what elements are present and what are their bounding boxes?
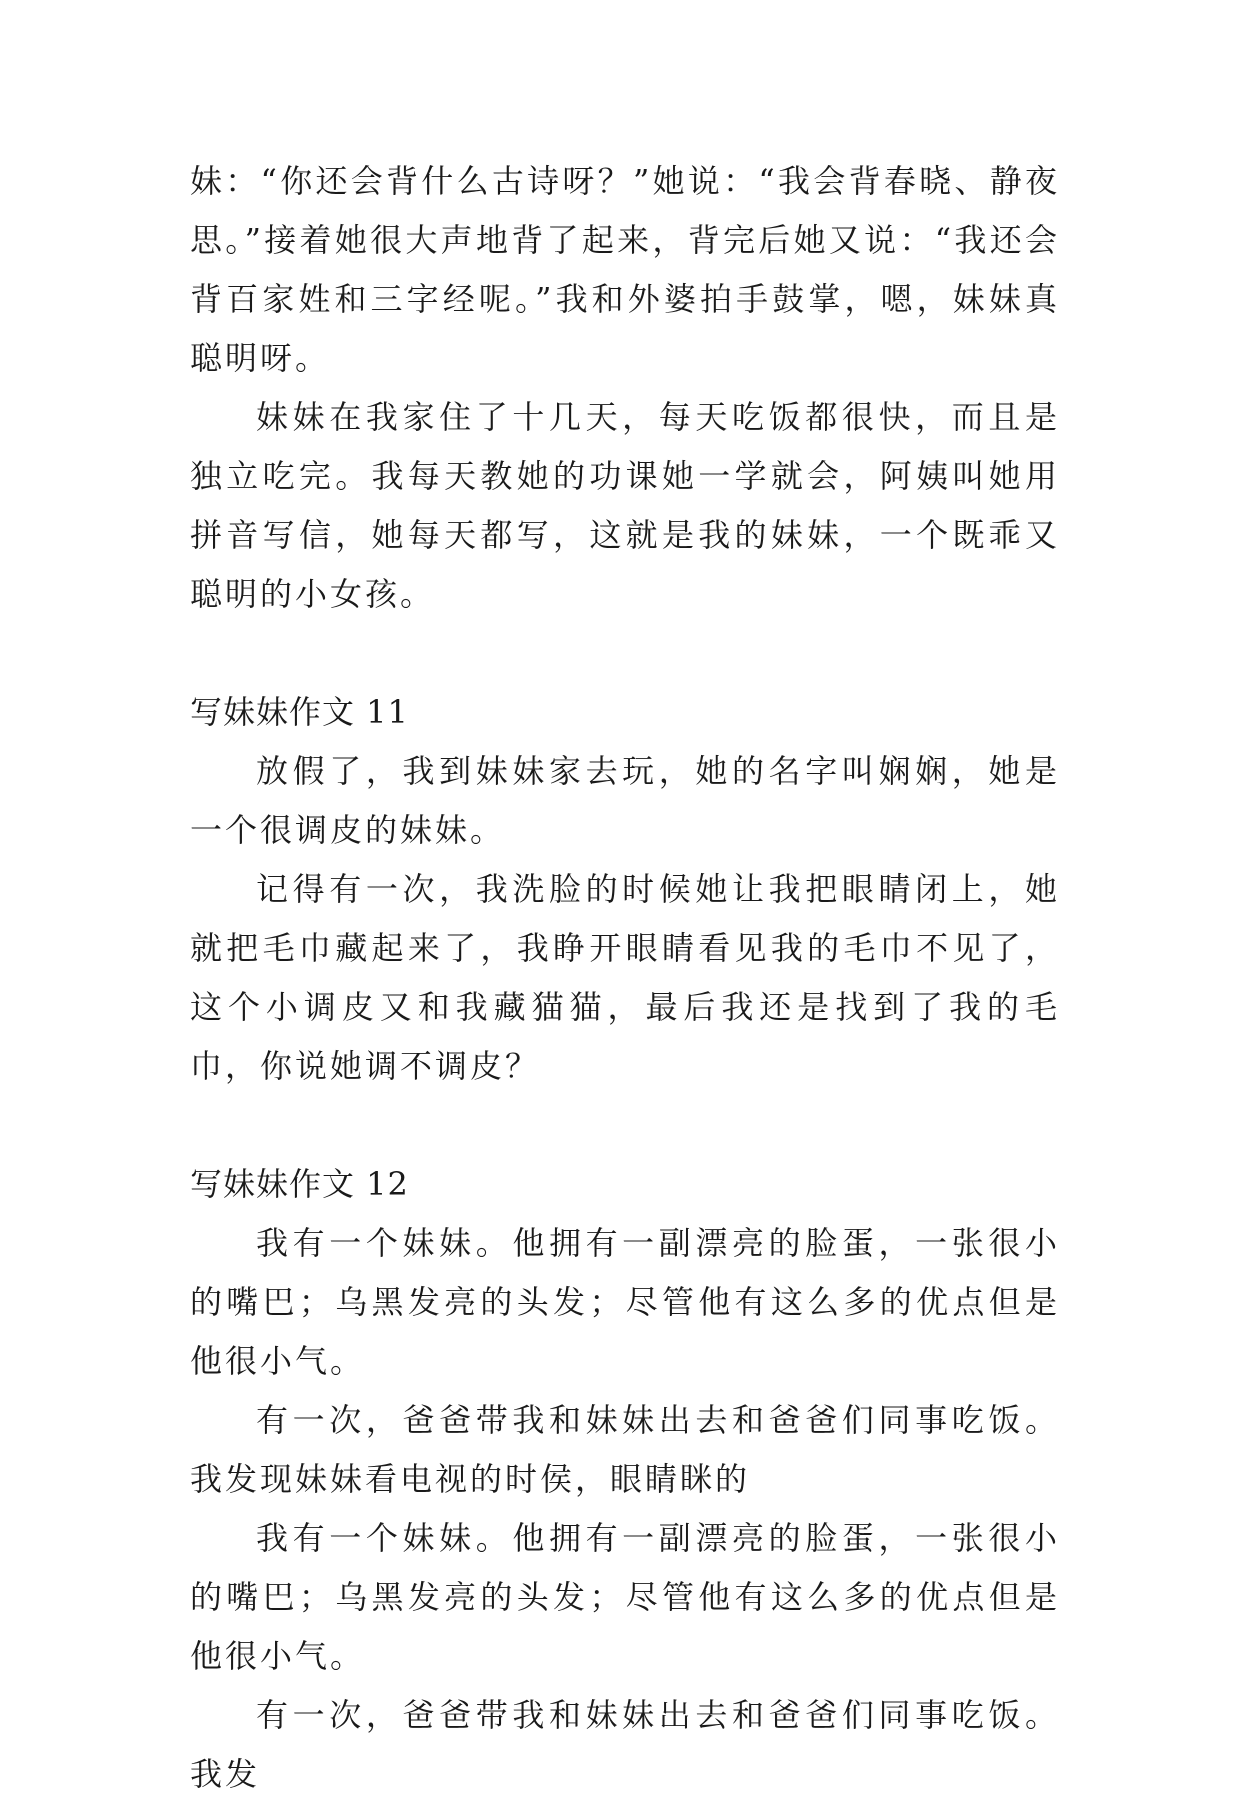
- section-gap: [190, 1096, 1060, 1155]
- section-heading-12: 写妹妹作文 12: [190, 1165, 409, 1203]
- paragraph: 有一次，爸爸带我和妹妹出去和爸爸们同事吃饭。我发: [190, 1696, 1060, 1793]
- paragraph: 妹妹在我家住了十几天，每天吃饭都很快，而且是独立吃完。我每天教她的功课她一学就会，阿姨叫她用拼音写信，她每天都写，这就是我的妹妹，一个既乖又聪明的小女孩。: [190, 398, 1060, 613]
- paragraph: 放假了，我到妹妹家去玩，她的名字叫娴娴，她是一个很调皮的妹妹。: [190, 752, 1060, 849]
- section-heading-11: 写妹妹作文 11: [190, 693, 409, 731]
- paragraph-continuation: 妹：“你还会背什么古诗呀？”她说：“我会背春晓、静夜思。”接着她很大声地背了起来，背完后她又说：“我还会背百家姓和三字经呢。”我和外婆拍手鼓掌，嗯，妹妹真聪明呀。: [190, 162, 1060, 377]
- paragraph: 我有一个妹妹。他拥有一副漂亮的脸蛋，一张很小的嘴巴；乌黑发亮的头发；尽管他有这么多的优点但是他很小气。: [190, 1519, 1060, 1675]
- paragraph: 我有一个妹妹。他拥有一副漂亮的脸蛋，一张很小的嘴巴；乌黑发亮的头发；尽管他有这么多的优点但是他很小气。: [190, 1224, 1060, 1380]
- paragraph: 记得有一次，我洗脸的时候她让我把眼睛闭上，她就把毛巾藏起来了，我睁开眼睛看见我的毛巾不见了，这个小调皮又和我藏猫猫，最后我还是找到了我的毛巾，你说她调不调皮？: [190, 870, 1060, 1085]
- section-gap: [190, 624, 1060, 683]
- paragraph: 有一次，爸爸带我和妹妹出去和爸爸们同事吃饭。我发现妹妹看电视的时侯，眼睛眯的: [190, 1401, 1060, 1498]
- document-body: [190, 152, 1060, 1804]
